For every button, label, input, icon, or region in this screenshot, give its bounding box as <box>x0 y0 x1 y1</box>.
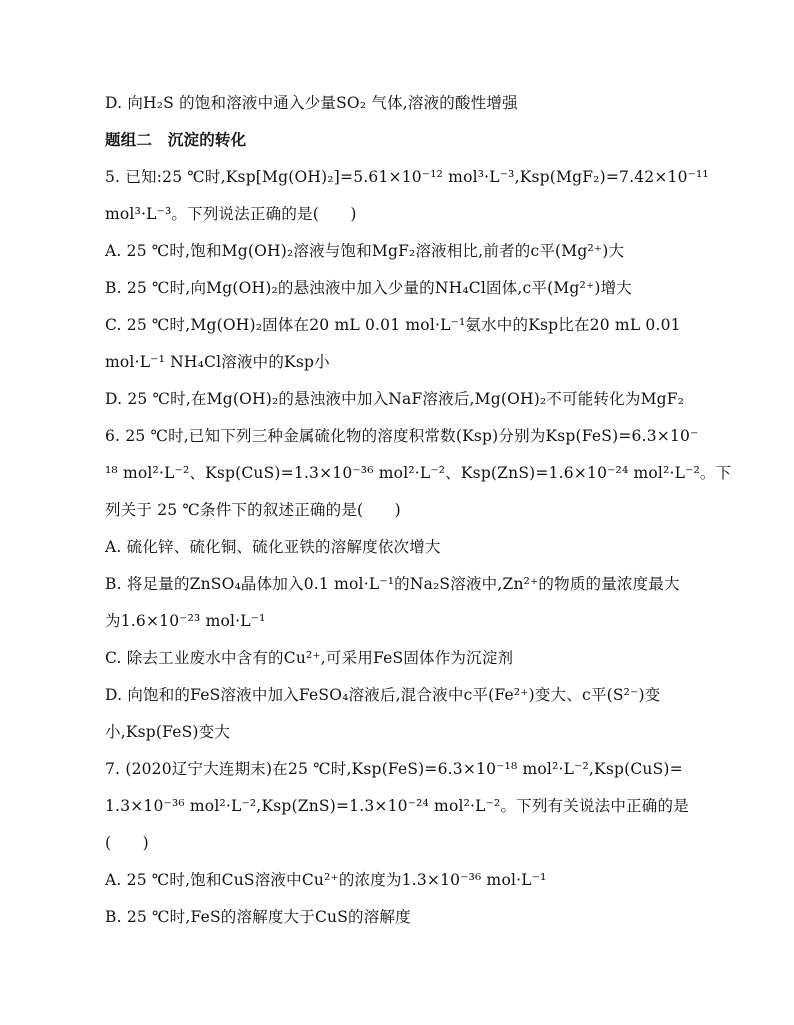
q5-option-c-line-1: C. 25 ℃时,Mg(OH)₂固体在20 mL 0.01 mol·L⁻¹氨水中的Ksp比在20 mL 0.01 <box>105 316 681 334</box>
question-6-line-2: ¹⁸ mol²·L⁻²、Ksp(CuS)=1.3×10⁻³⁶ mol²·L⁻²、Ksp(ZnS)=1.6×10⁻²⁴ mol²·L⁻²。下 <box>105 464 732 482</box>
q7-option-a: A. 25 ℃时,饱和CuS溶液中Cu²⁺的浓度为1.3×10⁻³⁶ mol·L⁻¹ <box>105 871 547 889</box>
q6-option-b-line-2: 为1.6×10⁻²³ mol·L⁻¹ <box>105 612 266 630</box>
section-heading: 题组二 沉淀的转化 <box>105 131 247 149</box>
question-5-line-2: mol³·L⁻³。下列说法正确的是( ) <box>105 205 357 223</box>
q6-option-a: A. 硫化锌、硫化铜、硫化亚铁的溶解度依次增大 <box>105 538 441 556</box>
q5-option-c-line-2: mol·L⁻¹ NH₄Cl溶液中的Ksp小 <box>105 353 330 371</box>
question-7-line-1: 7. (2020辽宁大连期末)在25 ℃时,Ksp(FeS)=6.3×10⁻¹⁸ mol²·L⁻²,Ksp(CuS)= <box>105 760 683 778</box>
q6-option-c: C. 除去工业废水中含有的Cu²⁺,可采用FeS固体作为沉淀剂 <box>105 649 514 667</box>
q5-option-a: A. 25 ℃时,饱和Mg(OH)₂溶液与饱和MgF₂溶液相比,前者的c平(Mg²⁺)大 <box>105 242 625 260</box>
question-5-line-1: 5. 已知:25 ℃时,Ksp[Mg(OH)₂]=5.61×10⁻¹² mol³·L⁻³,Ksp(MgF₂)=7.42×10⁻¹¹ <box>105 168 709 186</box>
q6-option-d-line-1: D. 向饱和的FeS溶液中加入FeSO₄溶液后,混合液中c平(Fe²⁺)变大、c平(S²⁻)变 <box>105 686 661 704</box>
question-7-line-2: 1.3×10⁻³⁶ mol²·L⁻²,Ksp(ZnS)=1.3×10⁻²⁴ mol²·L⁻²。下列有关说法中正确的是 <box>105 797 689 815</box>
question-6-line-1: 6. 25 ℃时,已知下列三种金属硫化物的溶度积常数(Ksp)分别为Ksp(FeS)=6.3×10⁻ <box>105 427 699 445</box>
q5-option-b: B. 25 ℃时,向Mg(OH)₂的悬浊液中加入少量的NH₄Cl固体,c平(Mg²⁺)增大 <box>105 279 632 297</box>
q6-option-d-line-2: 小,Ksp(FeS)变大 <box>105 723 231 741</box>
option-d-line: D. 向H₂S 的饱和溶液中通入少量SO₂ 气体,溶液的酸性增强 <box>105 94 518 112</box>
q6-option-b-line-1: B. 将足量的ZnSO₄晶体加入0.1 mol·L⁻¹的Na₂S溶液中,Zn²⁺的物质的量浓度最大 <box>105 575 680 593</box>
q7-option-b: B. 25 ℃时,FeS的溶解度大于CuS的溶解度 <box>105 908 411 926</box>
question-6-line-3: 列关于 25 ℃条件下的叙述正确的是( ) <box>105 501 401 519</box>
q5-option-d: D. 25 ℃时,在Mg(OH)₂的悬浊液中加入NaF溶液后,Mg(OH)₂不可能转化为MgF₂ <box>105 390 685 408</box>
question-7-line-3: ( ) <box>105 834 149 852</box>
